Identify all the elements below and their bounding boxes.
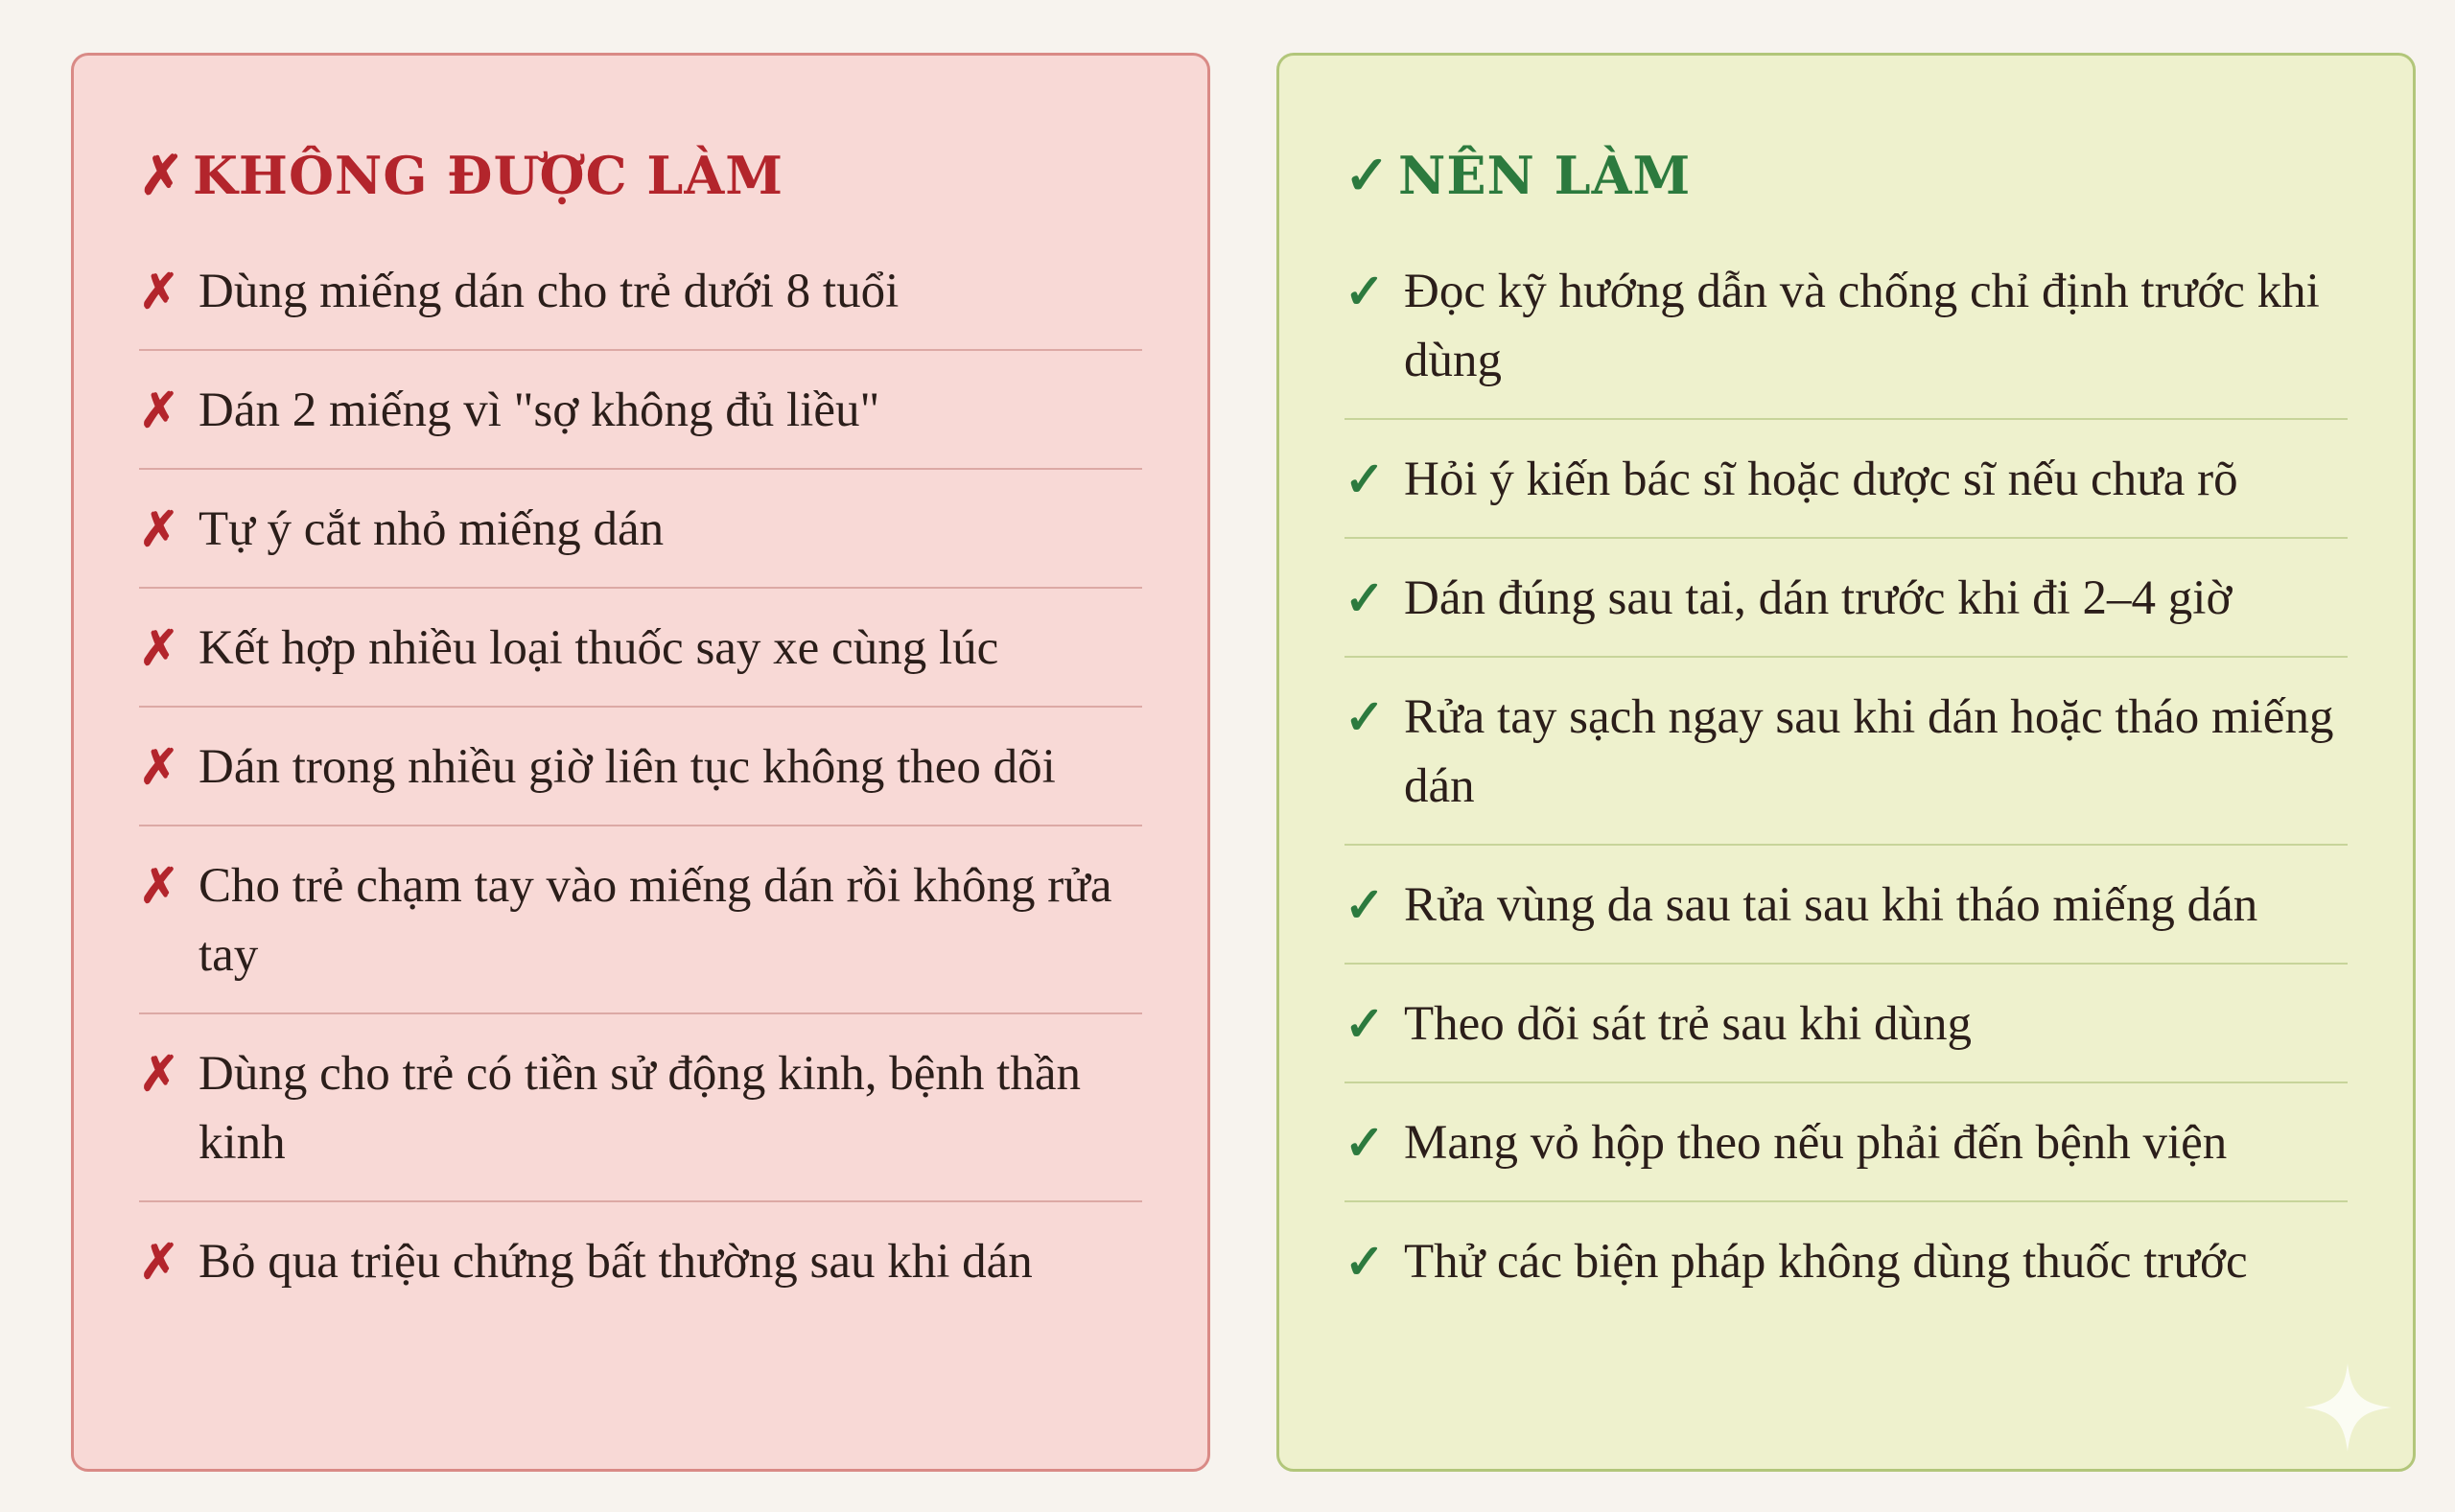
check-icon: ✓ (1344, 144, 1391, 207)
cross-icon: ✗ (139, 144, 185, 207)
list-item (1344, 1202, 2348, 1319)
list-item-text: Cho trẻ chạm tay vào miếng dán rồi không rửa tay (199, 859, 1112, 982)
list-item-text: Dán trong nhiều giờ liên tục không theo dõi (199, 740, 1056, 794)
list-item (139, 470, 1142, 589)
do-list (1344, 257, 2348, 1319)
check-icon: ✓ (1344, 453, 1385, 506)
cross-icon: ✗ (139, 1235, 179, 1289)
list-item (1344, 658, 2348, 846)
list-item-text: Đọc kỹ hướng dẫn và chống chỉ định trước khi dùng (1404, 265, 2320, 387)
list-item-text: Dán 2 miếng vì "sợ không đủ liều" (199, 384, 880, 437)
list-item-text: Rửa vùng da sau tai sau khi tháo miếng dán (1404, 878, 2258, 932)
list-item (139, 589, 1142, 708)
check-icon: ✓ (1344, 1116, 1385, 1170)
check-icon: ✓ (1344, 571, 1385, 625)
dont-list (139, 257, 1142, 1319)
list-item (1344, 539, 2348, 658)
sparkle-icon (2300, 1360, 2396, 1455)
list-item (1344, 965, 2348, 1083)
list-item (139, 351, 1142, 470)
list-item-text: Hỏi ý kiến bác sĩ hoặc dược sĩ nếu chưa rõ (1404, 453, 2238, 506)
cross-icon: ✗ (139, 265, 179, 318)
list-item-text: Mang vỏ hộp theo nếu phải đến bệnh viện (1404, 1116, 2228, 1170)
list-item (1344, 420, 2348, 539)
list-item-text: Theo dõi sát trẻ sau khi dùng (1404, 997, 1973, 1051)
list-item (1344, 1083, 2348, 1202)
cross-icon: ✗ (139, 740, 179, 794)
list-item (1344, 846, 2348, 965)
check-icon: ✓ (1344, 265, 1385, 318)
do-title-text: NÊN LÀM (1398, 145, 1692, 206)
list-item-text: Dán đúng sau tai, dán trước khi đi 2–4 giờ (1404, 571, 2233, 625)
list-item (139, 1202, 1142, 1319)
cross-icon: ✗ (139, 384, 179, 437)
list-item-text: Kết hợp nhiều loại thuốc say xe cùng lúc (199, 621, 999, 675)
do-title (1344, 132, 2348, 219)
cross-icon: ✗ (139, 502, 179, 556)
check-icon: ✓ (1344, 878, 1385, 932)
list-item (139, 708, 1142, 826)
cross-icon: ✗ (139, 621, 179, 675)
list-item (139, 257, 1142, 351)
check-icon: ✓ (1344, 1235, 1385, 1289)
dont-panel (71, 53, 1210, 1472)
list-item-text: Dùng cho trẻ có tiền sử động kinh, bệnh thần kinh (199, 1047, 1081, 1170)
list-item (139, 1014, 1142, 1202)
cross-icon: ✗ (139, 1047, 179, 1101)
list-item-text: Thử các biện pháp không dùng thuốc trước (1404, 1235, 2248, 1289)
check-icon: ✓ (1344, 997, 1385, 1051)
list-item-text: Tự ý cắt nhỏ miếng dán (199, 502, 665, 556)
dont-title-text: KHÔNG ĐƯỢC LÀM (193, 145, 784, 206)
check-icon: ✓ (1344, 690, 1385, 744)
cross-icon: ✗ (139, 859, 179, 913)
list-item-text: Dùng miếng dán cho trẻ dưới 8 tuổi (199, 265, 900, 318)
dont-title (139, 132, 1142, 219)
do-panel (1276, 53, 2416, 1472)
list-item-text: Bỏ qua triệu chứng bất thường sau khi dán (199, 1235, 1033, 1289)
list-item (1344, 257, 2348, 420)
list-item-text: Rửa tay sạch ngay sau khi dán hoặc tháo miếng dán (1404, 690, 2334, 813)
list-item (139, 826, 1142, 1014)
